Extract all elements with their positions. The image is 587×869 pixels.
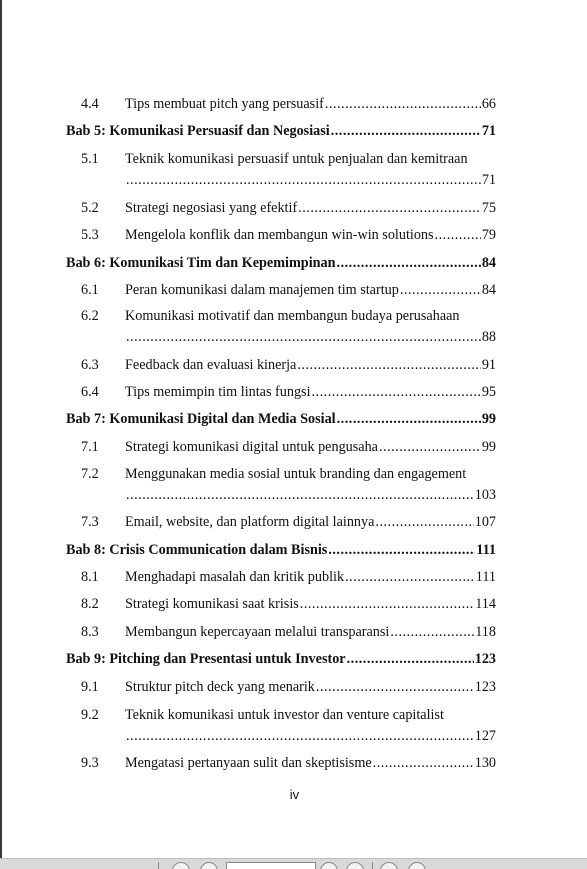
section-number: 5.3 xyxy=(81,227,99,243)
chapter-title: Bab 7: Komunikasi Digital dan Media Sosial xyxy=(66,411,336,427)
toc-page-number: 71 xyxy=(481,172,496,188)
section-number: 6.2 xyxy=(81,308,99,324)
section-number: 6.3 xyxy=(81,357,99,373)
toc-page-number: 111 xyxy=(475,569,496,585)
toc-page-number: 71 xyxy=(481,123,496,139)
toc-section-entry xyxy=(66,307,496,347)
toc-section-entry xyxy=(66,568,496,587)
dot-leader xyxy=(375,513,473,532)
dot-leader xyxy=(337,254,481,273)
toc-page-number: 75 xyxy=(481,200,496,216)
dot-leader xyxy=(331,122,481,141)
chapter-title: Bab 9: Pitching dan Presentasi untuk Investor xyxy=(66,651,346,667)
toc-section-entry xyxy=(66,513,496,532)
toc-page-number: 118 xyxy=(475,624,496,640)
dot-leader xyxy=(126,727,474,746)
toc-continuation-line xyxy=(66,727,496,746)
dot-leader xyxy=(300,595,474,614)
toc-chapter-entry xyxy=(66,650,496,669)
dot-leader xyxy=(400,281,481,300)
toc-page-number: 103 xyxy=(474,487,496,503)
toc-page-number: 99 xyxy=(481,411,496,427)
chapter-title: Bab 8: Crisis Communication dalam Bisnis xyxy=(66,542,328,558)
section-title: Feedback dan evaluasi kinerja xyxy=(125,357,297,373)
toc-page-number: 99 xyxy=(481,439,496,455)
section-title: Strategi komunikasi saat krisis xyxy=(125,596,299,612)
chapter-title: Bab 6: Komunikasi Tim dan Kepemimpinan xyxy=(66,255,336,271)
toc-page-number: 130 xyxy=(474,755,496,771)
dot-leader xyxy=(126,328,481,347)
dot-leader xyxy=(373,754,474,773)
dot-leader xyxy=(390,623,474,642)
section-title: Struktur pitch deck yang menarik xyxy=(125,679,315,695)
toc-page-number: 123 xyxy=(474,679,496,695)
chapter-title: Bab 5: Komunikasi Persuasif dan Negosiasi xyxy=(66,123,330,139)
section-number: 6.4 xyxy=(81,384,99,400)
toc-section-entry xyxy=(66,595,496,614)
section-number: 7.3 xyxy=(81,514,99,530)
toc-chapter-entry xyxy=(66,254,496,273)
toc-page-number: 66 xyxy=(481,96,496,112)
toc-page-number: 84 xyxy=(481,255,496,271)
section-title: Membangun kepercayaan melalui transparansi xyxy=(125,624,390,640)
toc-page-number: 127 xyxy=(474,728,496,744)
toc-section-entry xyxy=(66,438,496,457)
dot-leader xyxy=(347,650,474,669)
toc-page-number: 123 xyxy=(474,651,496,667)
toc-page-number: 88 xyxy=(481,329,496,345)
section-number: 9.1 xyxy=(81,679,99,695)
section-title: Strategi negosiasi yang efektif xyxy=(125,200,298,216)
dot-leader xyxy=(297,356,480,375)
toolbar-separator xyxy=(158,862,159,869)
toc-page-number: 111 xyxy=(476,542,496,558)
section-number: 7.2 xyxy=(81,466,99,482)
toc-page-number: 114 xyxy=(475,596,496,612)
toc-section-entry xyxy=(66,706,496,746)
section-title: Komunikasi motivatif dan membangun budaya perusahaan xyxy=(125,308,460,324)
toc-section-entry xyxy=(66,95,496,114)
dot-leader xyxy=(126,486,474,505)
page-number-input[interactable] xyxy=(226,862,316,869)
section-title: Menggunakan media sosial untuk branding dan engagement xyxy=(125,466,467,482)
dot-leader xyxy=(298,199,481,218)
toc-section-entry xyxy=(66,623,496,642)
dot-leader xyxy=(312,383,481,402)
toc-page-number: 95 xyxy=(481,384,496,400)
toc-section-entry xyxy=(66,281,496,300)
toc-chapter-entry xyxy=(66,122,496,141)
toc-page-number: 84 xyxy=(481,282,496,298)
toc-section-entry xyxy=(66,678,496,697)
section-number: 7.1 xyxy=(81,439,99,455)
section-title: Peran komunikasi dalam manajemen tim startup xyxy=(125,282,399,298)
toc-chapter-entry xyxy=(66,410,496,429)
section-number: 8.1 xyxy=(81,569,99,585)
toc-section-entry xyxy=(66,754,496,773)
toc-section-entry xyxy=(66,226,496,245)
section-number: 9.3 xyxy=(81,755,99,771)
toolbar-separator xyxy=(372,862,373,869)
section-number: 4.4 xyxy=(81,96,99,112)
toc-section-entry xyxy=(66,150,496,190)
dot-leader xyxy=(328,541,475,560)
toc-page-number: 107 xyxy=(474,514,496,530)
last-page-button[interactable] xyxy=(346,862,364,869)
toc-page-number: 79 xyxy=(481,227,496,243)
dot-leader xyxy=(379,438,481,457)
section-number: 9.2 xyxy=(81,707,99,723)
toc-continuation-line xyxy=(66,328,496,347)
dot-leader xyxy=(325,95,481,114)
section-title: Strategi komunikasi digital untuk pengusaha xyxy=(125,439,378,455)
dot-leader xyxy=(316,678,474,697)
section-title: Tips memimpin tim lintas fungsi xyxy=(125,384,311,400)
dot-leader xyxy=(126,171,481,190)
zoom-out-button[interactable] xyxy=(380,862,398,869)
toc-continuation-line xyxy=(66,171,496,190)
section-number: 6.1 xyxy=(81,282,99,298)
previous-page-button[interactable] xyxy=(200,862,218,869)
toc-section-entry xyxy=(66,383,496,402)
toc-page-number: 91 xyxy=(481,357,496,373)
dot-leader xyxy=(337,410,481,429)
toc-section-entry xyxy=(66,465,496,505)
section-title: Teknik komunikasi untuk investor dan venture capitalist xyxy=(125,707,444,723)
section-number: 8.2 xyxy=(81,596,99,612)
next-page-button[interactable] xyxy=(320,862,338,869)
section-number: 5.2 xyxy=(81,200,99,216)
section-number: 5.1 xyxy=(81,151,99,167)
dot-leader xyxy=(435,226,481,245)
section-title: Tips membuat pitch yang persuasif xyxy=(125,96,324,112)
dot-leader xyxy=(345,568,475,587)
viewer-toolbar xyxy=(0,858,587,869)
section-title: Menghadapi masalah dan kritik publik xyxy=(125,569,345,585)
section-number: 8.3 xyxy=(81,624,99,640)
section-title: Teknik komunikasi persuasif untuk penjualan dan kemitraan xyxy=(125,151,468,167)
document-page xyxy=(2,0,587,858)
toc-section-entry xyxy=(66,356,496,375)
first-page-button[interactable] xyxy=(172,862,190,869)
zoom-in-button[interactable] xyxy=(408,862,426,869)
toc-continuation-line xyxy=(66,486,496,505)
toc-section-entry xyxy=(66,199,496,218)
section-title: Email, website, dan platform digital lainnya xyxy=(125,514,375,530)
toc-chapter-entry xyxy=(66,541,496,560)
page-number: iv xyxy=(289,787,300,802)
section-title: Mengatasi pertanyaan sulit dan skeptisisme xyxy=(125,755,372,771)
section-title: Mengelola konflik dan membangun win-win solutions xyxy=(125,227,434,243)
